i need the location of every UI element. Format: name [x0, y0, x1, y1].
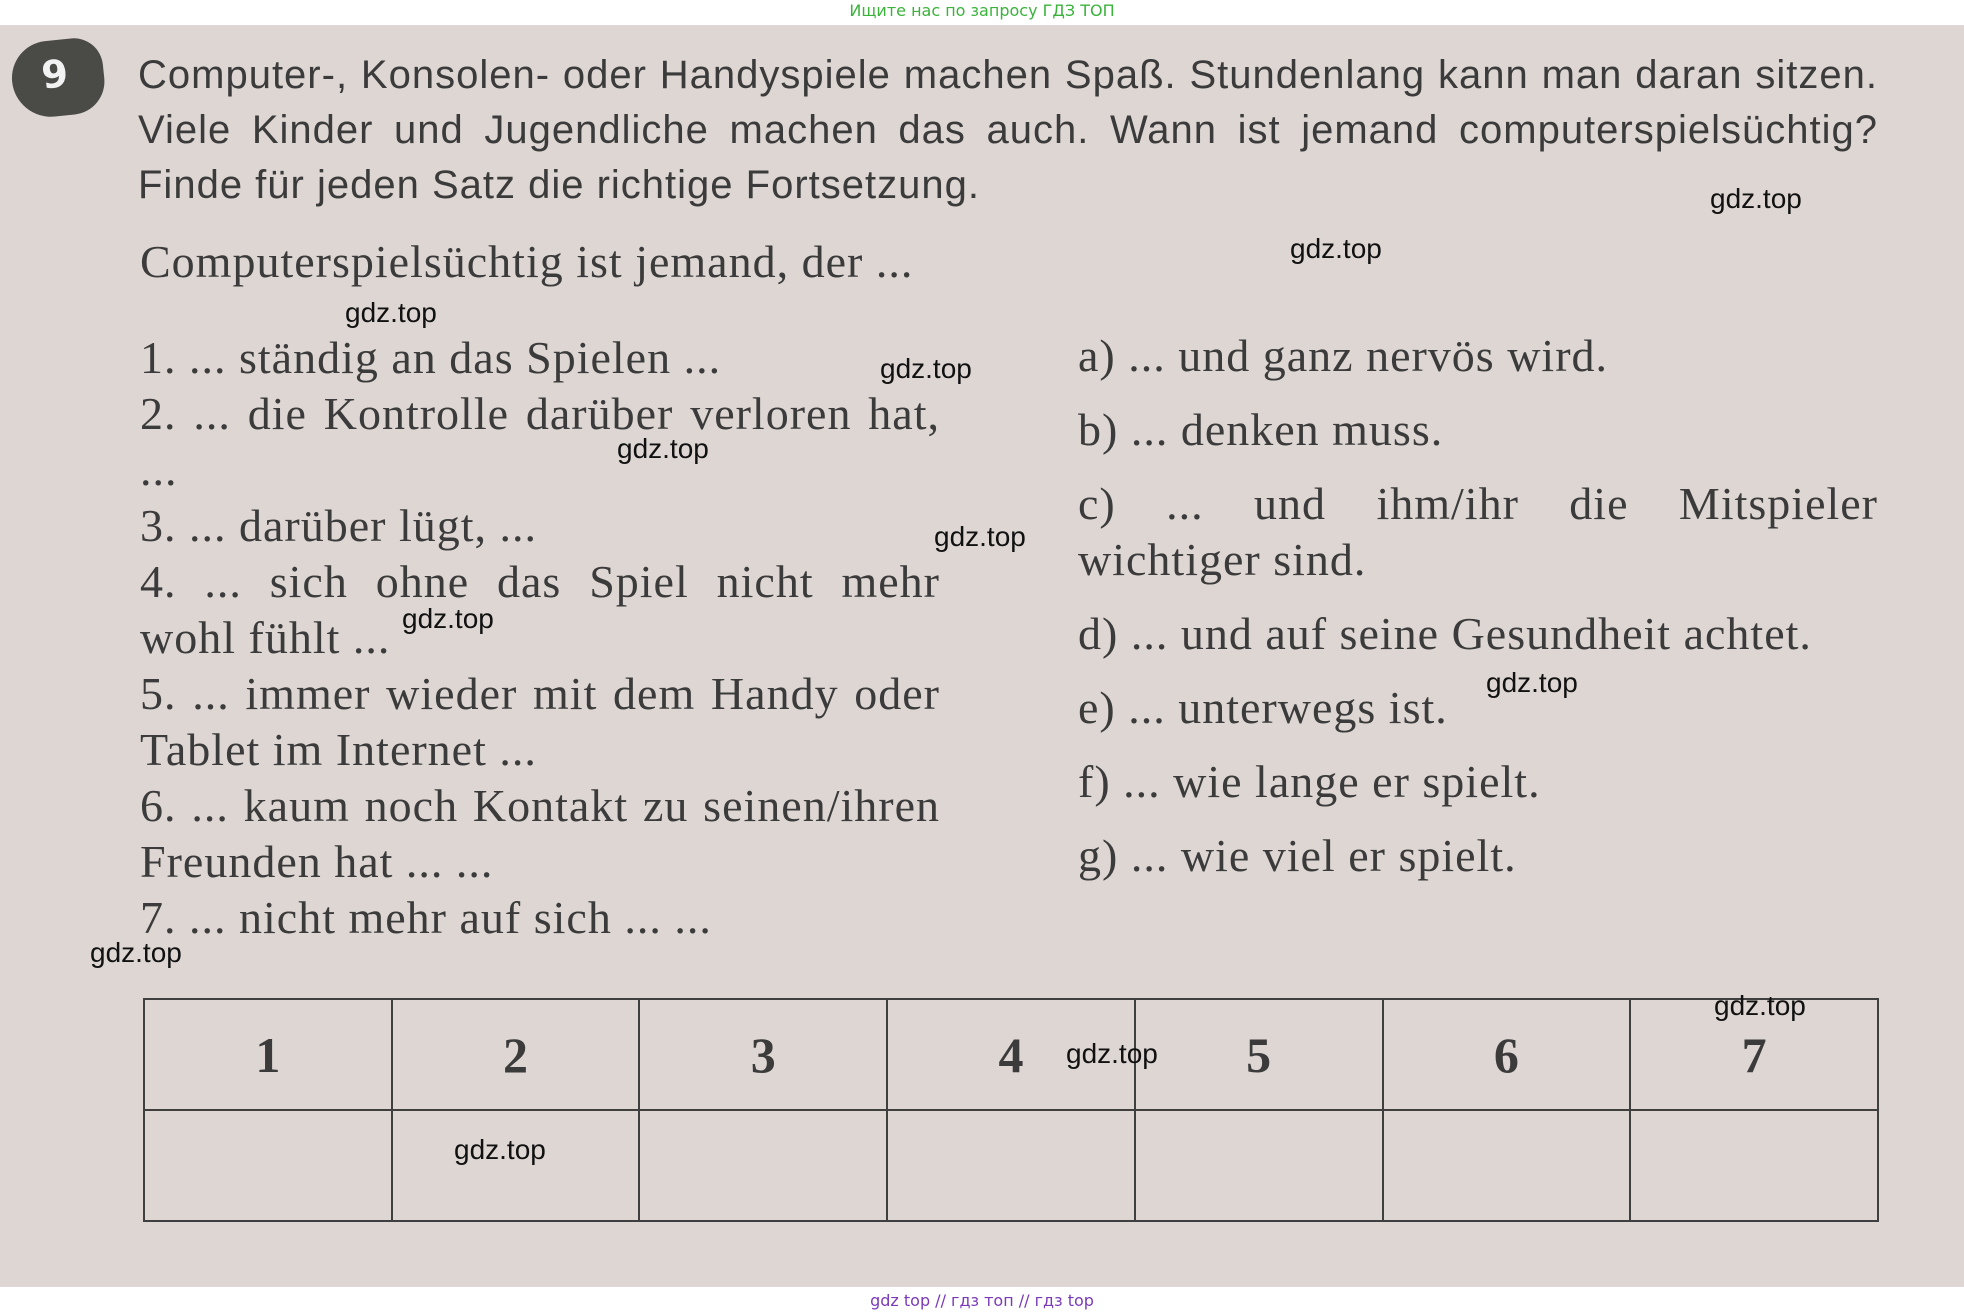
- watermark: gdz.top: [1290, 233, 1382, 264]
- watermark: gdz.top: [880, 353, 972, 384]
- ending-d: d) ... und auf seine Gesundheit achtet.: [1078, 608, 1812, 659]
- exercise-number: 9: [39, 51, 71, 98]
- ending-e: e) ... unterwegs ist.: [1078, 682, 1448, 733]
- ending-c: c) ... und ihm/ihr die Mitspieler wichtiger sind.: [1078, 478, 1878, 585]
- watermark: gdz.top: [1486, 667, 1578, 698]
- header-cell-5: 5: [1135, 999, 1383, 1110]
- watermark: gdz.top: [402, 603, 494, 634]
- sentence-beginnings: [140, 330, 940, 946]
- beginning-2: 2. ... die Kontrolle darüber verloren hat, ...: [140, 388, 940, 495]
- answer-cell-5: [1135, 1110, 1383, 1221]
- header-cell-6: 6: [1383, 999, 1631, 1110]
- exercise-instructions: Computer-, Konsolen- oder Handyspiele machen Spaß. Stundenlang kann man daran sitzen. Viele Kinder und Jugendliche machen das auch. Wann ist jemand computerspielsüchtig? Finde für jeden Satz die richtige Fortsetzung.: [138, 53, 1878, 207]
- bottom-banner: gdz top // гдз топ // гдз top: [870, 1291, 1094, 1310]
- ending-f: f) ... wie lange er spielt.: [1078, 756, 1541, 807]
- watermark: gdz.top: [617, 433, 709, 464]
- beginning-4: 4. ... sich ohne das Spiel nicht mehr wohl fühlt ...: [140, 556, 940, 663]
- sentence-lead: Computerspielsüchtig ist jemand, der ...: [140, 236, 914, 287]
- answer-cell-1: [144, 1110, 392, 1221]
- answer-table: [143, 998, 1879, 1222]
- beginning-5: 5. ... immer wieder mit dem Handy oder Tablet im Internet ...: [140, 668, 940, 775]
- answer-table-answer-row: [144, 1110, 1878, 1221]
- header-cell-4: 4: [887, 999, 1135, 1110]
- answer-cell-3: [639, 1110, 887, 1221]
- answer-table-header-row: [144, 999, 1878, 1110]
- header-cell-2: 2: [392, 999, 640, 1110]
- beginning-6: 6. ... kaum noch Kontakt zu seinen/ihren Freunden hat ... ...: [140, 780, 940, 887]
- watermark: gdz.top: [454, 1134, 546, 1165]
- answer-cell-7: [1630, 1110, 1878, 1221]
- ending-a: a) ... und ganz nervös wird.: [1078, 330, 1609, 381]
- watermark: gdz.top: [1066, 1038, 1158, 1069]
- ending-b: b) ... denken muss.: [1078, 404, 1444, 455]
- beginning-1: 1. ... ständig an das Spielen ...: [140, 332, 722, 383]
- ending-g: g) ... wie viel er spielt.: [1078, 830, 1517, 881]
- answer-cell-4: [887, 1110, 1135, 1221]
- beginning-7: 7. ... nicht mehr auf sich ... ...: [140, 892, 712, 943]
- watermark: gdz.top: [1710, 183, 1802, 214]
- watermark: gdz.top: [934, 521, 1026, 552]
- answer-cell-6: [1383, 1110, 1631, 1221]
- header-cell-3: 3: [639, 999, 887, 1110]
- watermark: gdz.top: [345, 297, 437, 328]
- top-banner[interactable]: Ищите нас по запросу ГДЗ ТОП: [849, 1, 1115, 20]
- header-cell-7: 7: [1630, 999, 1878, 1110]
- watermark: gdz.top: [1714, 990, 1806, 1021]
- header-cell-1: 1: [144, 999, 392, 1110]
- watermark: gdz.top: [90, 937, 182, 968]
- sentence-endings: [1078, 328, 1878, 902]
- beginning-3: 3. ... darüber lügt, ...: [140, 500, 538, 551]
